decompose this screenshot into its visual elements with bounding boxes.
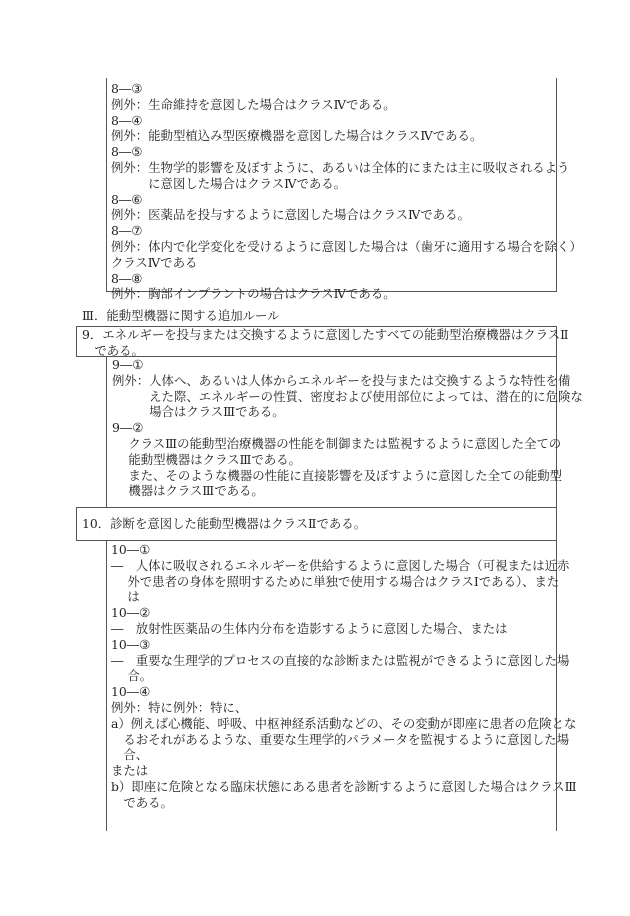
text-line: 9―② <box>112 420 144 436</box>
text-line: である。 <box>111 794 173 810</box>
section-heading: Ⅲ．能動型機器に関する追加ルール <box>82 308 280 323</box>
rule10-box <box>76 507 557 541</box>
text-line: 例外：特に例外：特に、 <box>111 699 248 715</box>
text-line: 外で患者の身体を照明するために単独で使用する場合はクラスⅠである）、また <box>111 573 560 589</box>
text-line: 10―④ <box>111 684 151 700</box>
text-line: 9．エネルギーを投与または交換するように意図したすべての能動型治療機器はクラスⅡ <box>82 327 569 342</box>
text-line: るおそれがあるような、重要な生理学的パラメータを監視するように意図した場 <box>111 731 570 747</box>
text-line: 10―② <box>111 605 151 621</box>
text-line: 例外：医薬品を投与するように意図した場合はクラスⅣである。 <box>111 207 470 223</box>
text-line: ― 放射性医薬品の生体内分布を造影するように意図した場合、または <box>111 620 508 636</box>
text-line: 場合はクラスⅢである。 <box>112 404 285 420</box>
text-line: である。 <box>82 342 144 358</box>
text-line: または <box>111 763 149 779</box>
text-line: a）例えば心機能、呼吸、中枢神経系活動などの、その変動が即座に患者の危険とな <box>111 715 577 731</box>
text-line: えた際、エネルギーの性質、密度および使用部位によっては、潜在的に危険な <box>112 388 583 404</box>
text-line: 合。 <box>111 668 153 684</box>
text-line: は <box>111 589 140 605</box>
text-line: 例外：胸部インプラントの場合はクラスⅣである。 <box>111 286 396 302</box>
rule9-details <box>106 356 583 508</box>
text-line: クラスⅣである <box>111 254 198 270</box>
text-line: 10―① <box>111 542 151 557</box>
text-line: 能動型機器はクラスⅢである。 <box>112 451 301 467</box>
text-line: クラスⅢの能動型治療機器の性能を制御または監視するように意図した全ての <box>112 435 562 451</box>
text-line: 例外：能動型植込み型医療機器を意図した場合はクラスⅣである。 <box>111 128 483 144</box>
text-line: に意図した場合はクラスⅣである。 <box>111 175 347 191</box>
text-line: 8―⑧ <box>111 270 143 286</box>
text-line: 機器はクラスⅢである。 <box>112 483 264 499</box>
text-line: 8―④ <box>111 112 143 128</box>
text-line: 10．診断を意図した能動型機器はクラスⅡである。 <box>82 516 367 531</box>
text-line: b）即座に危険となる臨床状態にある患者を診断するように意図した場合はクラスⅢ <box>111 778 577 794</box>
rule9-box <box>76 326 569 358</box>
text-line: 8―⑤ <box>111 144 143 160</box>
text-line: 8―⑥ <box>111 191 143 207</box>
text-line: 8―③ <box>111 81 143 96</box>
rule10-details <box>106 540 577 831</box>
text-line: 例外：体内で化学変化を受けるように意図した場合は（歯牙に適用する場合を除く） <box>111 238 582 254</box>
text-line: 例外：生命維持を意図した場合はクラスⅣである。 <box>111 96 396 112</box>
text-line: 例外：人体へ、あるいは人体からエネルギーを投与または交換するような特性を備 <box>112 372 571 388</box>
text-line: ― 重要な生理学的プロセスの直接的な診断または監視ができるように意図した場 <box>111 652 570 668</box>
text-line: ― 人体に吸収されるエネルギーを供給するように意図した場合（可視または近赤 <box>111 557 570 573</box>
rule8-exceptions-box <box>106 78 582 302</box>
text-line: 例外：生物学的影響を及ぼすように、あるいは全体的にまたは主に吸収されるよう <box>111 159 570 175</box>
text-line: 合、 <box>111 747 149 763</box>
text-line: 9―① <box>112 357 144 372</box>
text-line: 10―③ <box>111 636 151 652</box>
text-line: 8―⑦ <box>111 223 143 239</box>
text-line: また、そのような機器の性能に直接影響を及ぼすように意図した全ての能動型 <box>112 467 563 483</box>
